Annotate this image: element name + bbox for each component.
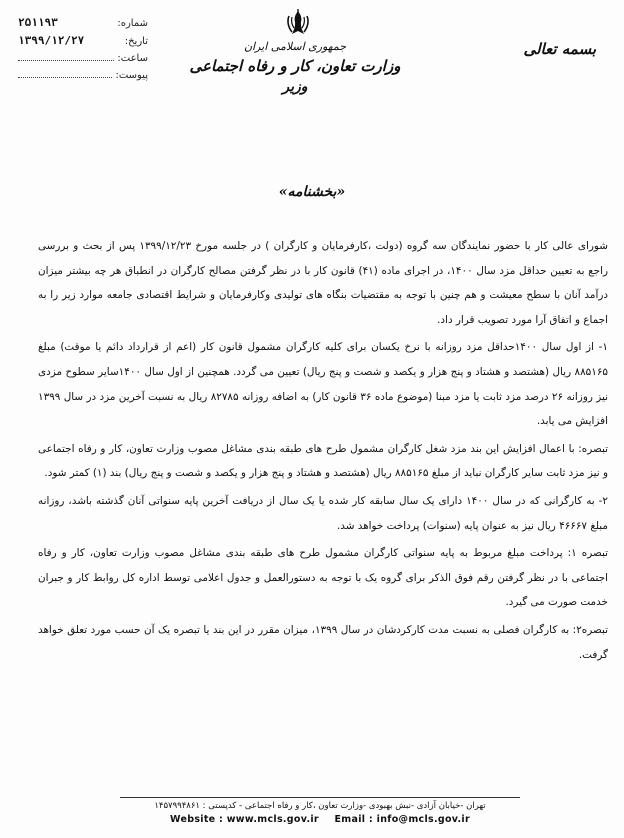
footer-website[interactable]: Website : www.mcls.gov.ir: [170, 814, 319, 825]
iran-emblem-icon: [283, 8, 313, 38]
paragraph-clause-1: ۱- از اول سال ۱۴۰۰حداقل مزد روزانه با نرخ یکسان برای کلیه کارگران مشمول قانون کار (اعم از قرارداد دائم یا موقت) مبلغ ۸۸۵۱۶۵ ریال (هشتصد و هشتاد و پنج هزار و یکصد و شصت و پنج ریال) تعیین می گردد. همچنین از اول سال ۱۴۰۰سایر سطوح مزدی نیز روزانه ۲۶ درصد مزد ثابت یا مزد مبنا (موضوع ماده ۳۶ قانون کار) به اضافه روزانه ۸۲۷۸۵ ریال به نسبت آخرین مزد در سال ۱۳۹۹ افزایش می یابد.: [38, 341, 608, 428]
footer-email[interactable]: Email : info@mcls.gov.ir: [334, 814, 470, 825]
republic-title: جمهوری اسلامی ایران: [243, 40, 347, 53]
ref-attachment-label: پیوست:: [115, 70, 148, 81]
ref-time-row: [18, 50, 148, 67]
ref-time-label: ساعت:: [117, 53, 148, 64]
ref-attachment-row: [18, 67, 148, 84]
footer-address: تهران -خیابان آزادی -نبش بهبودی -وزارت تعاون ،کار و رفاه اجتماعی - کدپستی : ۱۴۵۷۹۹۴۸۶۱: [154, 801, 486, 811]
letterhead-center: [180, 40, 410, 95]
paragraph-clause-2: ۲- به کارگرانی که در سال ۱۴۰۰ دارای یک سال سابقه کار شده یا یک سال از دریافت آخرین پایه سنواتی آنان گذشته باشد، روزانه مبلغ ۴۶۶۶۷ ریال نیز به عنوان پایه (سنوات) پرداخت خواهد شد.: [38, 494, 608, 532]
document-type-heading: «بخشنامه»: [278, 184, 346, 200]
minister-title: وزیر: [282, 79, 308, 95]
ref-number-value: ۲۵۱۱۹۳: [18, 16, 58, 29]
ref-date-row: [18, 32, 148, 50]
ref-number-label: شماره:: [117, 18, 148, 29]
ref-date-label: تاریخ:: [124, 36, 148, 47]
letter-body: [38, 234, 608, 670]
ref-attachment-dots: [18, 77, 112, 78]
letter-footer: [110, 799, 530, 827]
footer-contact: [110, 813, 530, 827]
ref-number-row: [18, 14, 148, 32]
reference-block: [18, 14, 148, 84]
ref-date-value: ۱۳۹۹/۱۲/۲۷: [18, 34, 85, 47]
ministry-title: وزارت تعاون، کار و رفاه اجتماعی: [189, 57, 401, 75]
paragraph-clause-2-note-1: تبصره ۱: پرداخت مبلغ مربوط به پایه سنواتی کارگران مشمول طرح های طبقه بندی مشاغل مصوب وزارت تعاون، کار و رفاه اجتماعی با در نظر گرفتن رقم فوق الذکر برای گروه یک با توجه به دستورالعمل و جدول اعلامی توسط اداره کل روابط کار و جبران خدمت صورت می گیرد.: [38, 547, 608, 609]
paragraph-clause-2-note-2: تبصره۲: به کارگران فصلی به نسبت مدت کارکردشان در سال ۱۳۹۹، میزان مقرر در این بند یا تبصره یک آن حسب مورد تعلق خواهد گرفت.: [38, 623, 608, 661]
paragraph-intro: شورای عالی کار با حضور نمایندگان سه گروه (دولت ،کارفرمایان و کارگران ) در جلسه مورخ ۱۳۹۹/۱۲/۲۳ پس از بحث و بررسی راجع به تعیین حداقل مزد سال ۱۴۰۰، در اجرای ماده (۴۱) قانون کار با در نظر گرفتن مصالح کارگران در انطباق هر چه بیشتر میزان درآمد آنان با سطح معیشت و هم چنین با توجه به مقتضیات بنگاه های تولیدی وکارفرمایان و شرایط اقتصادی جامعه موارد زیر را به اجماع و اتفاق آرا مورد تصویب قرار داد.: [38, 240, 608, 326]
footer-divider: [120, 797, 520, 798]
basmala-heading: بسمه تعالی: [523, 40, 596, 58]
ref-time-dots: [18, 60, 114, 61]
paragraph-note-1: تبصره: با اعمال افزایش این بند مزد شغل کارگران مشمول طرح های طبقه بندی مشاغل مصوب وزارت تعاون، کار و رفاه اجتماعی و نیز مزد ثابت سایر کارگران نباید از مبلغ ۸۸۵۱۶۵ ریال (هشتصد و هشتاد و پنج هزار و یکصد و شصت و پنج ریال) بند (۱) کمتر شود.: [38, 442, 608, 480]
